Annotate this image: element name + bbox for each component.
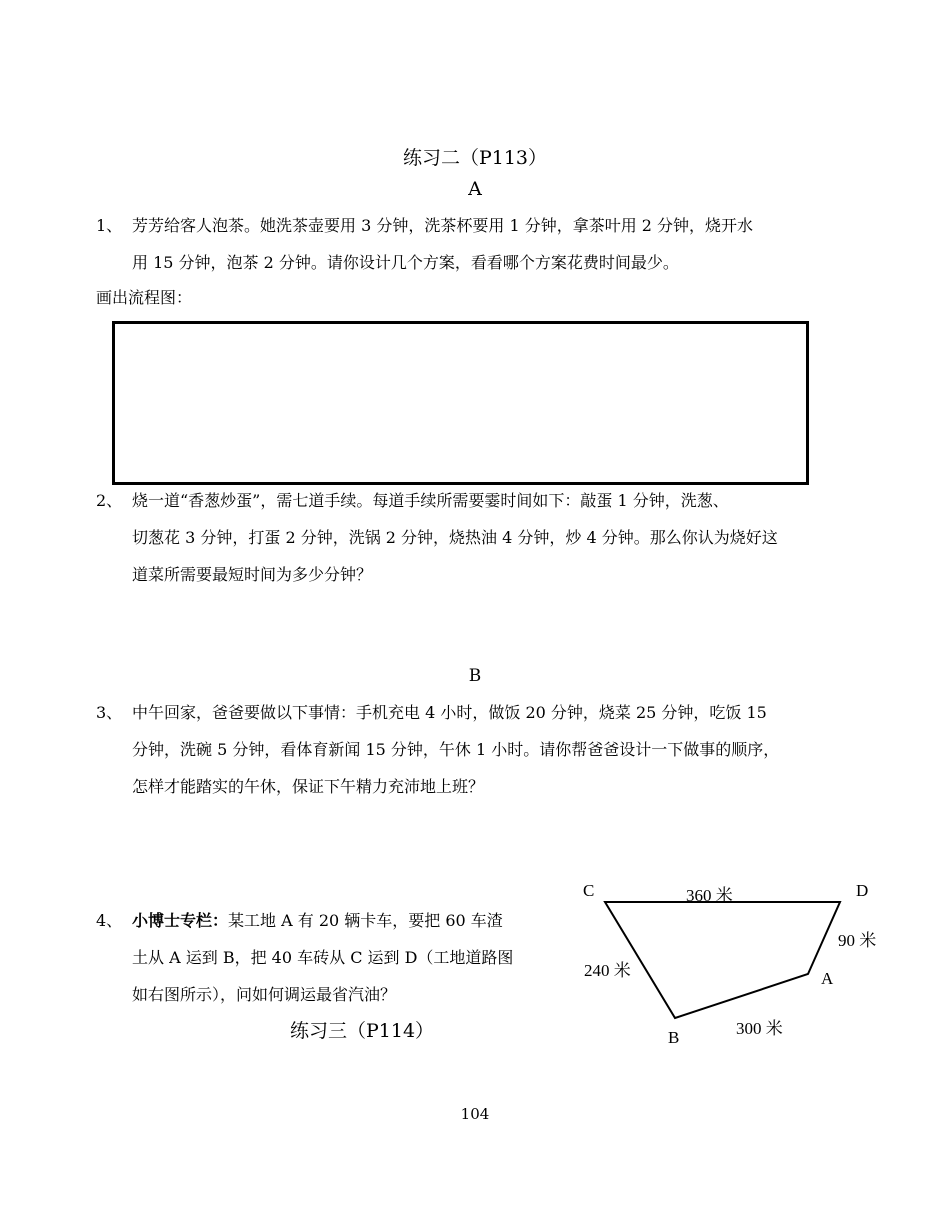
point-b-label: B [668, 1028, 680, 1047]
q1-line-1: 芳芳给客人泡茶。她洗茶壶要用 3 分钟，洗茶杯要用 1 分钟，拿茶叶用 2 分钟，烧开水 [132, 216, 754, 235]
flowchart-answer-box[interactable] [112, 321, 809, 485]
q4-line-2: 土从 A 运到 B，把 40 车砖从 C 运到 D（工地道路图 [132, 948, 514, 967]
point-c-label: C [583, 881, 595, 900]
q4-bold-label: 小博士专栏： [132, 911, 229, 930]
exercise-3-title: 练习三（P114） [290, 1020, 435, 1042]
point-d-label: D [856, 881, 869, 900]
road-quadrilateral [605, 902, 840, 1018]
q3-line-2: 分钟，洗碗 5 分钟，看体育新闻 15 分钟，午休 1 小时。请你帮爸爸设计一下做事的顺序， [132, 740, 780, 759]
q4-number: 4、 [96, 911, 123, 930]
q4-line-3: 如右图所示），问如何调运最省汽油？ [132, 985, 397, 1004]
edge-ba-label: 300 米 [736, 1019, 783, 1038]
q3-number: 3、 [96, 703, 123, 722]
q3-line-3: 怎样才能踏实的午休，保证下午精力充沛地上班？ [132, 777, 485, 796]
q2-line-2: 切葱花 3 分钟，打蛋 2 分钟，洗锅 2 分钟，烧热油 4 分钟，炒 4 分钟。那么你认为烧好这 [132, 528, 778, 547]
edge-da-label: 90 米 [838, 931, 877, 950]
q4-line-1-text: 某工地 A 有 20 辆卡车，要把 60 车渣 [228, 911, 503, 930]
edge-cb-label: 240 米 [584, 961, 631, 980]
exercise-2-title: 练习二（P113） [402, 147, 548, 169]
q4-line-1 [132, 902, 503, 939]
q2-line-3: 道菜所需要最短时间为多少分钟？ [132, 565, 373, 584]
q1-number: 1、 [96, 216, 123, 235]
q3-line-1: 中午回家，爸爸要做以下事情：手机充电 4 小时，做饭 20 分钟，烧菜 25 分钟，吃饭 15 [132, 703, 767, 722]
flowchart-prompt: 画出流程图： [96, 288, 193, 307]
point-a-label: A [821, 969, 834, 988]
q2-line-1: 烧一道“香葱炒蛋”，需七道手续。每道手续所需要霎时间如下：敲蛋 1 分钟，洗葱、 [132, 491, 729, 510]
q1-line-2: 用 15 分钟，泡茶 2 分钟。请你设计几个方案，看看哪个方案花费时间最少。 [132, 253, 679, 272]
q2-number: 2、 [96, 491, 123, 510]
section-b-heading: B [468, 666, 482, 686]
section-a-heading: A [468, 178, 482, 200]
edge-cd-label: 360 米 [686, 886, 733, 905]
page-number: 104 [460, 1105, 490, 1123]
